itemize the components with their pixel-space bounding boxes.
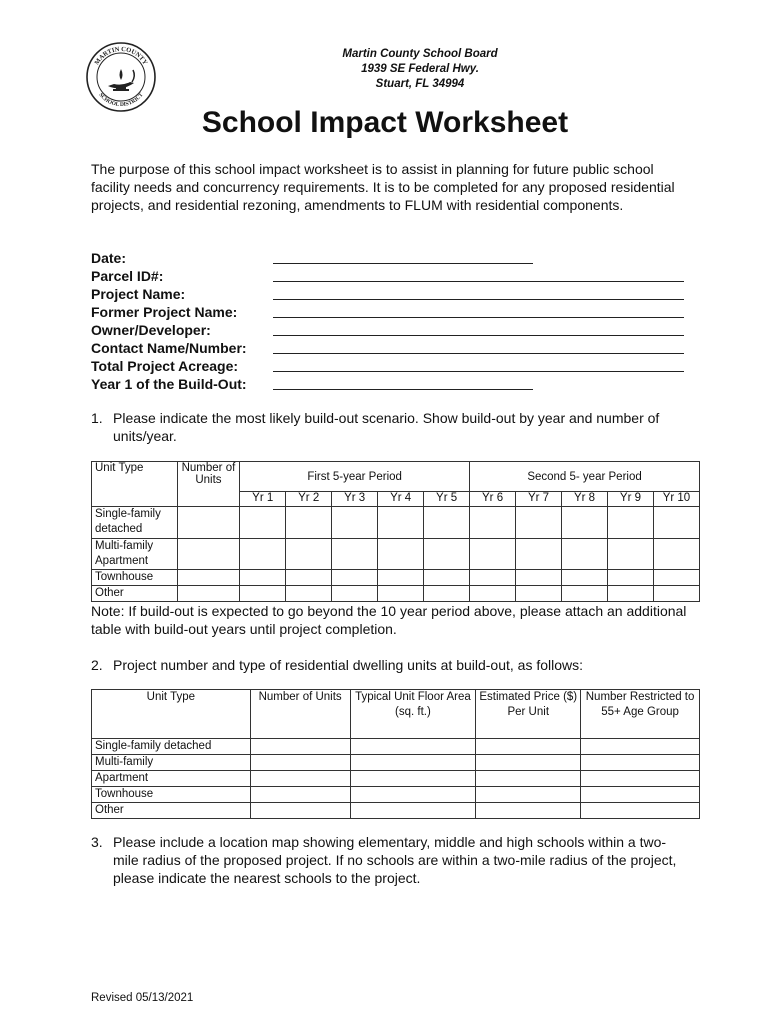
school-district-seal-logo xyxy=(86,42,156,112)
table-cell[interactable] xyxy=(332,539,378,570)
table-row xyxy=(92,539,700,570)
year-header: Yr 6 xyxy=(470,492,516,507)
table-cell[interactable] xyxy=(378,570,424,586)
parcel-id-label: Parcel ID#: xyxy=(91,268,164,284)
number-of-units-header: Number of Units xyxy=(177,462,240,507)
question-3-number: 3. xyxy=(91,834,103,850)
former-project-name-blank-line[interactable] xyxy=(273,305,684,318)
question-2 xyxy=(91,656,691,674)
contact-blank-line[interactable] xyxy=(273,341,684,354)
date-label: Date: xyxy=(91,250,127,266)
table-cell[interactable] xyxy=(350,787,476,803)
contact-field[interactable] xyxy=(91,339,701,357)
year-header: Yr 1 xyxy=(240,492,286,507)
table-cell[interactable] xyxy=(653,507,699,539)
build-out-note: Note: If build-out is expected to go beyond the 10 year period above, please attach an additional table with build-out years until project completion. xyxy=(91,603,687,637)
table-cell[interactable] xyxy=(516,539,562,570)
parcel-id-blank-line[interactable] xyxy=(273,269,684,282)
table-cell[interactable] xyxy=(424,586,470,602)
table-cell[interactable] xyxy=(177,570,240,586)
project-name-label: Project Name: xyxy=(91,286,186,302)
age-restricted-header: Number Restricted to 55+ Age Group xyxy=(581,690,700,739)
dwelling-units-table xyxy=(91,689,700,819)
row-label-single-family: Single-family detached xyxy=(92,739,251,755)
table-cell[interactable] xyxy=(250,787,350,803)
table-cell[interactable] xyxy=(424,507,470,539)
table-cell[interactable] xyxy=(332,507,378,539)
question-3-text: Please include a location map showing elementary, middle and high schools within a two-mile radius of the proposed project. If no schools are within a two-mile radius of the project, please indicate the nearest schools to the project. xyxy=(113,834,677,886)
school-board-header xyxy=(230,47,610,92)
table-cell[interactable] xyxy=(332,570,378,586)
table-row xyxy=(92,507,700,539)
revision-date: Revised 05/13/2021 xyxy=(91,992,194,1004)
date-field[interactable] xyxy=(91,249,701,267)
table-cell[interactable] xyxy=(177,586,240,602)
table-cell[interactable] xyxy=(562,507,608,539)
acreage-label: Total Project Acreage: xyxy=(91,358,239,374)
table-cell[interactable] xyxy=(350,771,476,787)
table-cell[interactable] xyxy=(177,539,240,570)
row-label-multi-family: Multi-family xyxy=(92,755,251,771)
svg-text:MARTIN COUNTY: MARTIN COUNTY xyxy=(93,45,149,67)
former-project-name-label: Former Project Name: xyxy=(91,304,238,320)
row-label-other: Other xyxy=(92,803,251,819)
table-row xyxy=(92,771,700,787)
table-cell[interactable] xyxy=(378,586,424,602)
table-cell[interactable] xyxy=(476,787,581,803)
table-cell[interactable] xyxy=(250,771,350,787)
table-cell[interactable] xyxy=(516,586,562,602)
table-cell[interactable] xyxy=(607,507,653,539)
table-row xyxy=(92,803,700,819)
contact-label: Contact Name/Number: xyxy=(91,340,247,356)
number-of-units-header: Number of Units xyxy=(250,690,350,739)
table-cell[interactable] xyxy=(581,771,700,787)
row-label-townhouse: Townhouse xyxy=(92,787,251,803)
table-cell[interactable] xyxy=(607,539,653,570)
unit-type-header: Unit Type xyxy=(92,462,178,507)
acreage-blank-line[interactable] xyxy=(273,359,684,372)
table-cell[interactable] xyxy=(653,539,699,570)
table-cell[interactable] xyxy=(378,507,424,539)
table-cell[interactable] xyxy=(470,539,516,570)
table-cell[interactable] xyxy=(476,755,581,771)
build-out-year-label: Year 1 of the Build-Out: xyxy=(91,376,247,392)
table-cell[interactable] xyxy=(562,586,608,602)
owner-developer-label: Owner/Developer: xyxy=(91,322,211,338)
table-cell[interactable] xyxy=(470,507,516,539)
table-cell[interactable] xyxy=(516,570,562,586)
table-cell[interactable] xyxy=(240,570,286,586)
unit-type-header: Unit Type xyxy=(92,690,251,739)
year-header: Yr 4 xyxy=(378,492,424,507)
table-cell[interactable] xyxy=(581,787,700,803)
question-1-number: 1. xyxy=(91,410,103,426)
table-cell[interactable] xyxy=(581,739,700,755)
price-header: Estimated Price ($) Per Unit xyxy=(476,690,581,739)
table-cell[interactable] xyxy=(286,539,332,570)
acreage-field[interactable] xyxy=(91,357,701,375)
build-out-year-blank-line[interactable] xyxy=(273,377,533,390)
row-label-townhouse: Townhouse xyxy=(92,570,178,586)
year-header: Yr 5 xyxy=(424,492,470,507)
question-2-number: 2. xyxy=(91,657,103,673)
table-cell[interactable] xyxy=(581,803,700,819)
former-project-name-field[interactable] xyxy=(91,303,701,321)
table-row xyxy=(92,755,700,771)
table-cell[interactable] xyxy=(350,739,476,755)
table-cell[interactable] xyxy=(177,507,240,539)
table-cell[interactable] xyxy=(476,739,581,755)
table-cell[interactable] xyxy=(240,539,286,570)
table-row xyxy=(92,586,700,602)
table-cell[interactable] xyxy=(240,507,286,539)
owner-developer-blank-line[interactable] xyxy=(273,323,684,336)
row-label-multi-family: Multi-family Apartment xyxy=(92,539,178,570)
parcel-id-field[interactable] xyxy=(91,267,701,285)
table-cell[interactable] xyxy=(424,570,470,586)
year-header: Yr 10 xyxy=(653,492,699,507)
table-cell[interactable] xyxy=(516,507,562,539)
table-cell[interactable] xyxy=(240,586,286,602)
first-period-header: First 5-year Period xyxy=(240,462,470,492)
year-header: Yr 3 xyxy=(332,492,378,507)
project-name-field[interactable] xyxy=(91,285,701,303)
row-label-single-family: Single-family detached xyxy=(92,507,178,539)
row-label-apartment: Apartment xyxy=(92,771,251,787)
year-header: Yr 7 xyxy=(516,492,562,507)
table-cell[interactable] xyxy=(350,803,476,819)
build-out-year-field[interactable] xyxy=(91,375,701,393)
table-cell[interactable] xyxy=(332,586,378,602)
question-3 xyxy=(91,833,691,887)
table-cell[interactable] xyxy=(286,507,332,539)
build-out-table xyxy=(91,461,700,602)
table-cell[interactable] xyxy=(286,586,332,602)
table-cell[interactable] xyxy=(250,755,350,771)
table-cell[interactable] xyxy=(562,539,608,570)
org-address: 1939 SE Federal Hwy. xyxy=(361,63,479,75)
table-cell[interactable] xyxy=(470,586,516,602)
table-cell[interactable] xyxy=(424,539,470,570)
table-row xyxy=(92,739,700,755)
table-cell[interactable] xyxy=(470,570,516,586)
year-header: Yr 8 xyxy=(562,492,608,507)
table-cell[interactable] xyxy=(653,586,699,602)
row-label-other: Other xyxy=(92,586,178,602)
table-cell[interactable] xyxy=(607,570,653,586)
project-info-fields xyxy=(91,249,701,393)
question-1 xyxy=(91,409,691,445)
table-cell[interactable] xyxy=(250,739,350,755)
table-cell[interactable] xyxy=(250,803,350,819)
table-cell[interactable] xyxy=(378,539,424,570)
table-row xyxy=(92,787,700,803)
question-2-text: Project number and type of residential dwelling units at build-out, as follows: xyxy=(113,657,584,673)
org-city: Stuart, FL 34994 xyxy=(375,78,465,90)
svg-text:SCHOOL DISTRICT: SCHOOL DISTRICT xyxy=(97,92,145,109)
question-1-text: Please indicate the most likely build-out scenario. Show build-out by year and number of units/year. xyxy=(113,410,660,444)
floor-area-header: Typical Unit Floor Area (sq. ft.) xyxy=(350,690,476,739)
table-cell[interactable] xyxy=(476,771,581,787)
date-blank-line[interactable] xyxy=(273,251,533,264)
year-header: Yr 2 xyxy=(286,492,332,507)
project-name-blank-line[interactable] xyxy=(273,287,684,300)
table-cell[interactable] xyxy=(286,570,332,586)
table-cell[interactable] xyxy=(607,586,653,602)
table-cell[interactable] xyxy=(562,570,608,586)
table-row xyxy=(92,570,700,586)
table-cell[interactable] xyxy=(581,755,700,771)
page-title: School Impact Worksheet xyxy=(201,106,569,139)
table-cell[interactable] xyxy=(476,803,581,819)
table-cell[interactable] xyxy=(350,755,476,771)
second-period-header: Second 5- year Period xyxy=(470,462,700,492)
intro-paragraph: The purpose of this school impact worksheet is to assist in planning for future public school facility needs and concurrency requirements. It is to be completed for any proposed residential projects, and residential rezoning, amendments to FLUM with residential components. xyxy=(91,161,675,213)
org-name: Martin County School Board xyxy=(342,48,498,60)
year-header: Yr 9 xyxy=(607,492,653,507)
table-cell[interactable] xyxy=(653,570,699,586)
owner-developer-field[interactable] xyxy=(91,321,701,339)
